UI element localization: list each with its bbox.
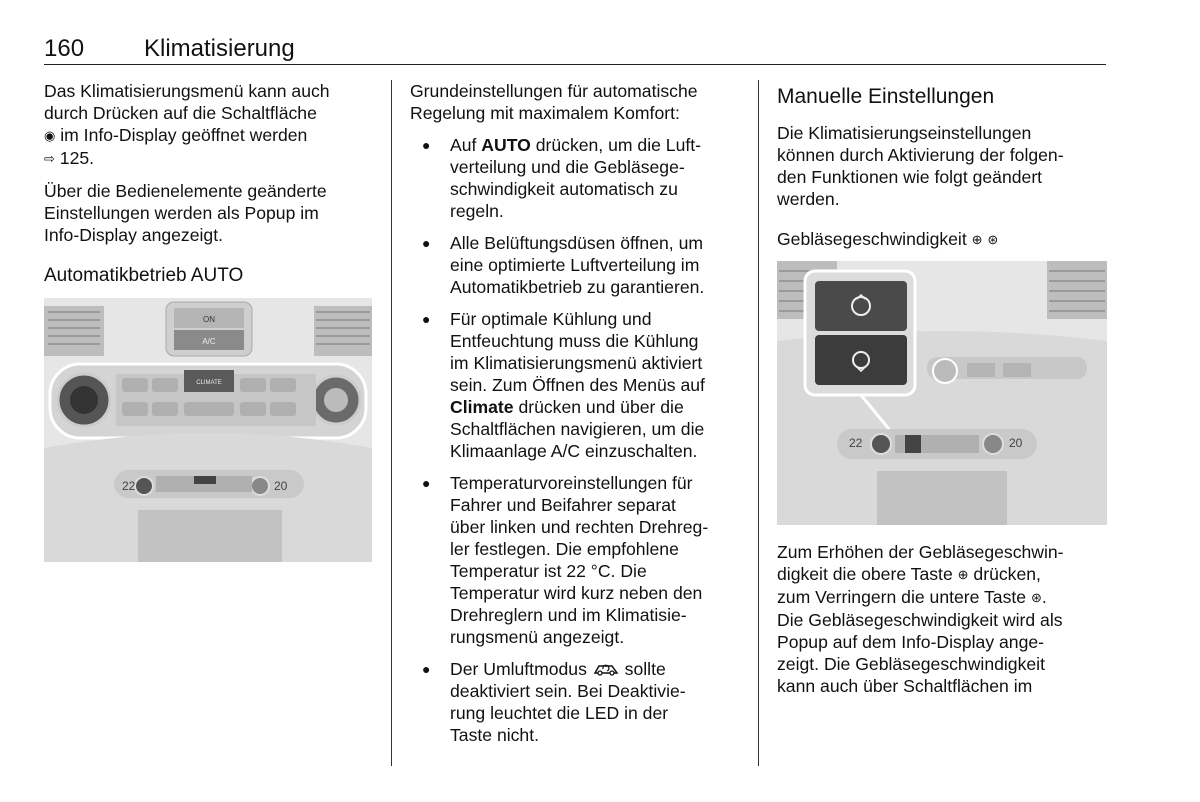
text-line: Grundeinstellungen für automatische xyxy=(410,81,698,101)
fan-buttons-figure xyxy=(777,261,1107,525)
text-line: Automatikbetrieb zu garantieren. xyxy=(450,277,705,297)
list-item xyxy=(410,472,745,648)
page-reference: 125. xyxy=(59,148,95,168)
text-line: Für optimale Kühlung und xyxy=(450,309,652,329)
text-line: zeigt. Die Gebläsegeschwindigkeit xyxy=(777,654,1045,674)
bold-text: Climate xyxy=(450,397,514,417)
text-line: sollte xyxy=(624,659,666,679)
text-line: Über die Bedienelemente geänderte xyxy=(44,181,327,201)
text-line: drücken und über die xyxy=(513,397,684,417)
text-line: über linken und rechten Drehreg- xyxy=(450,517,709,537)
list-item xyxy=(410,134,745,222)
column-divider xyxy=(758,80,759,766)
text-line: Drehreglern und im Klimatisie- xyxy=(450,605,687,625)
text-line: Der Umluftmodus xyxy=(450,659,587,679)
subheading xyxy=(777,228,1107,251)
text-line: werden. xyxy=(777,189,840,209)
section-heading: Automatikbetrieb AUTO xyxy=(44,265,244,286)
page-title: Klimatisierung xyxy=(144,35,295,62)
text-line: Die Klimatisierungseinstellungen xyxy=(777,123,1032,143)
text-line: Auf xyxy=(450,135,482,155)
text-line: Alle Belüftungsdüsen öffnen, um xyxy=(450,233,704,253)
text-line: rung leuchtet die LED in der xyxy=(450,703,669,723)
text-line: Die Gebläsegeschwindigkeit wird als xyxy=(777,610,1063,630)
text-line: rungsmenü angezeigt. xyxy=(450,627,625,647)
climate-panel-figure xyxy=(44,298,372,562)
paragraph xyxy=(410,80,745,124)
column-divider xyxy=(391,80,392,766)
arrow-right-icon: ⇨ xyxy=(44,151,55,166)
right-temp-readout: 20 xyxy=(274,479,288,493)
text-line: Info-Display angezeigt. xyxy=(44,225,223,245)
text-line: Temperatur ist 22 °C. Die xyxy=(450,561,647,581)
recirculation-icon xyxy=(592,662,620,676)
text-line: Popup auf dem Info-Display ange- xyxy=(777,632,1044,652)
list-item xyxy=(410,658,745,746)
fan-down-icon: ⊛ xyxy=(987,232,999,247)
list-item xyxy=(410,232,745,298)
bullet-icon: ● xyxy=(422,475,431,491)
text-line: Einstellungen werden als Popup im xyxy=(44,203,319,223)
text-line: durch Drücken auf die Schaltfläche xyxy=(44,103,317,123)
bullet-list xyxy=(410,134,745,746)
list-item xyxy=(410,308,745,462)
text-line: verteilung und die Gebläsege- xyxy=(450,157,685,177)
text-line: Zum Erhöhen der Gebläsegeschwin- xyxy=(777,542,1064,562)
ac-label: A/C xyxy=(202,337,216,346)
text-line: Taste nicht. xyxy=(450,725,539,745)
text-line: drücken, um die Luft- xyxy=(530,135,701,155)
fan-up-icon: ⊕ xyxy=(957,567,969,582)
bullet-icon: ● xyxy=(422,311,431,327)
text-line: Gebläsegeschwindigkeit xyxy=(777,229,967,249)
text-line: schwindigkeit automatisch zu xyxy=(450,179,678,199)
text-line: im Info-Display geöffnet werden xyxy=(60,125,308,145)
fan-up-icon: ⊕ xyxy=(971,232,983,247)
fan-up-button xyxy=(815,281,907,331)
climate-icon: ◉ xyxy=(44,128,56,143)
bullet-icon: ● xyxy=(422,235,431,251)
text-line: regeln. xyxy=(450,201,504,221)
text-line: kann auch über Schaltflächen im xyxy=(777,676,1033,696)
paragraph xyxy=(44,80,374,170)
section-heading: Manuelle Einstellungen xyxy=(777,85,995,108)
text-line: im Klimatisierungsmenü aktiviert xyxy=(450,353,703,373)
text-line: Entfeuchtung muss die Kühlung xyxy=(450,331,699,351)
bold-text: AUTO xyxy=(481,135,531,155)
text-line: ler festlegen. Die empfohlene xyxy=(450,539,679,559)
air-vent-left xyxy=(44,306,104,356)
page-number: 160 xyxy=(44,35,85,62)
fan-down-button xyxy=(815,335,907,385)
column-3 xyxy=(777,80,1107,707)
right-temp-readout: 20 xyxy=(1009,436,1023,450)
text-line: Temperatur wird kurz neben den xyxy=(450,583,703,603)
text-line: drücken, xyxy=(973,564,1041,584)
bullet-icon: ● xyxy=(422,137,431,153)
left-temp-readout: 22 xyxy=(122,479,136,493)
on-label: ON xyxy=(203,315,215,324)
text-line: den Funktionen wie folgt geändert xyxy=(777,167,1043,187)
text-line: deaktiviert sein. Bei Deaktivie- xyxy=(450,681,686,701)
text-line: sein. Zum Öffnen des Menüs auf xyxy=(450,375,705,395)
text-line: digkeit die obere Taste xyxy=(777,564,953,584)
text-line: Regelung mit maximalem Komfort: xyxy=(410,103,680,123)
paragraph xyxy=(777,122,1107,210)
column-1 xyxy=(44,80,374,562)
climate-label: CLIMATE xyxy=(196,380,222,386)
fan-down-icon: ⊛ xyxy=(1030,590,1042,605)
text-line: eine optimierte Luftverteilung im xyxy=(450,255,700,275)
column-2 xyxy=(410,80,745,756)
air-vent-right xyxy=(314,306,372,356)
paragraph xyxy=(44,180,374,246)
page-header xyxy=(44,34,1106,65)
text-line: Fahrer und Beifahrer separat xyxy=(450,495,676,515)
bullet-icon: ● xyxy=(422,661,431,677)
text-line: Das Klimatisierungsmenü kann auch xyxy=(44,81,330,101)
text-line: Temperaturvoreinstellungen für xyxy=(450,473,693,493)
text-line: können durch Aktivierung der folgen- xyxy=(777,145,1064,165)
text-line: . xyxy=(1041,587,1047,607)
text-line: Schaltflächen navigieren, um die xyxy=(450,419,705,439)
text-line: zum Verringern die untere Taste xyxy=(777,587,1027,607)
text-line: Klimaanlage A/C einzuschalten. xyxy=(450,441,698,461)
left-temp-readout: 22 xyxy=(849,436,863,450)
paragraph xyxy=(777,541,1107,697)
